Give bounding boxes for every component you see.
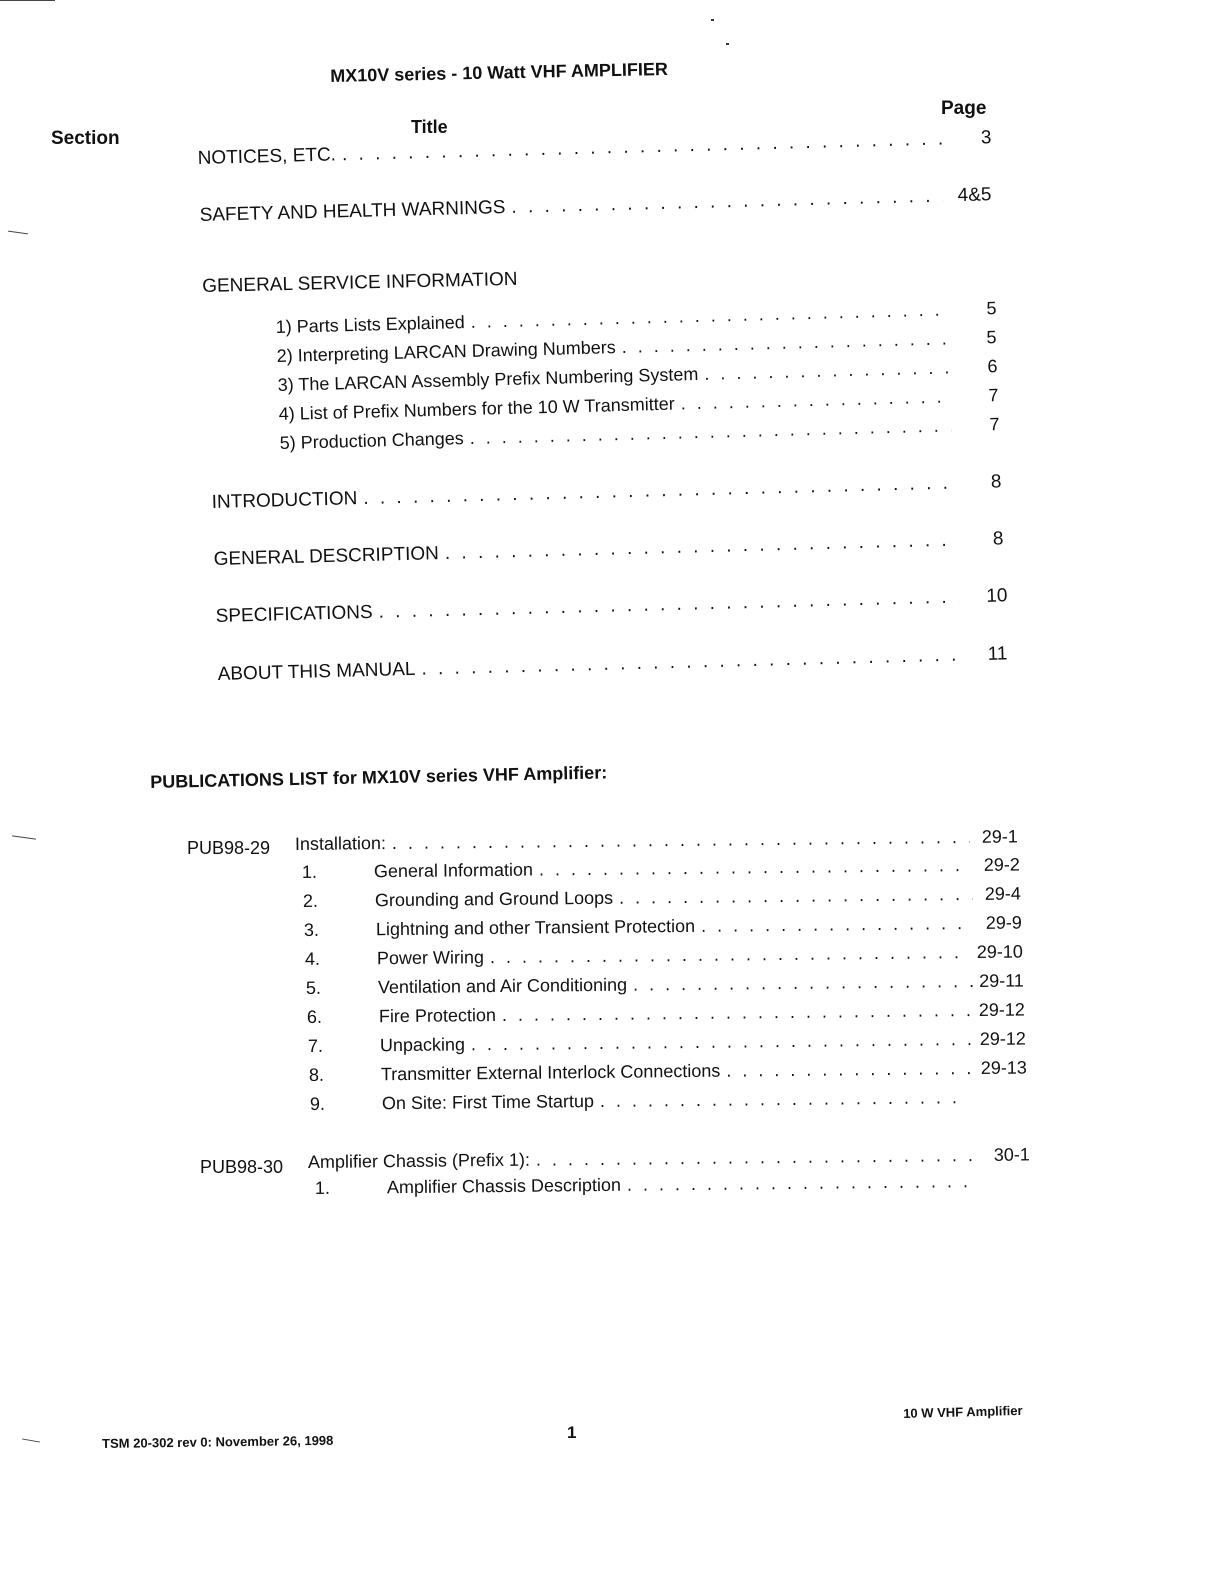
item-label: Unpacking [379, 1034, 466, 1056]
dot-leader [600, 1087, 962, 1112]
dot-leader [701, 913, 974, 937]
scan-mark-top-left [0, 0, 55, 1]
item-page: 29-12 [979, 1028, 1026, 1049]
toc-page: 3 [980, 127, 992, 149]
item-label: Power Wiring [376, 947, 485, 969]
item-page: 29-2 [983, 854, 1020, 875]
toc-label: SPECIFICATIONS [215, 601, 373, 628]
item-page: 29-13 [980, 1057, 1027, 1078]
publication-page: 29-1 [981, 826, 1018, 847]
dot-leader [621, 328, 948, 358]
toc-page: 8 [990, 471, 1002, 493]
toc-page: 6 [987, 356, 998, 377]
page-column-header: Page [941, 98, 987, 119]
dot-leader [470, 415, 952, 449]
dot-leader [511, 186, 944, 219]
publication-item [307, 999, 1025, 1028]
dot-leader [490, 942, 971, 968]
item-number: 7. [307, 1035, 324, 1056]
item-number: 4. [304, 948, 321, 970]
toc-entry [197, 127, 991, 170]
dot-leader [470, 299, 948, 333]
publication-item [302, 854, 1020, 883]
publication-item [315, 1171, 980, 1199]
scan-mark-left [12, 835, 36, 839]
toc-page: 7 [989, 414, 1000, 435]
toc-heading: GENERAL SERVICE INFORMATION [202, 268, 518, 297]
publication-code: PUB98-29 [187, 838, 271, 858]
toc-label: 1) Parts Lists Explained [275, 312, 466, 338]
item-label: General Information [373, 859, 534, 882]
toc-page: 5 [986, 327, 997, 348]
publication-item [310, 1087, 968, 1115]
dot-leader [378, 587, 959, 624]
toc-page: 5 [986, 298, 997, 319]
item-page: 29-4 [984, 883, 1021, 904]
scan-speck [726, 43, 729, 45]
dot-leader [392, 827, 970, 854]
item-number: 9. [309, 1093, 326, 1114]
scan-speck [711, 19, 714, 21]
toc-entry [215, 585, 1007, 628]
toc-label: ABOUT THIS MANUAL [217, 658, 416, 686]
item-page: 29-10 [976, 941, 1023, 962]
toc-entry [211, 471, 1001, 514]
footer-document-number: TSM 20-302 rev 0: November 26, 1998 [102, 1432, 334, 1451]
dot-leader [633, 971, 973, 996]
dot-leader [502, 1000, 973, 1026]
toc-label: 3) The LARCAN Assembly Prefix Numbering System [277, 363, 699, 396]
toc-label: 2) Interpreting LARCAN Drawing Numbers [276, 337, 616, 367]
item-number: 6. [306, 1006, 323, 1027]
toc-page: 4&5 [957, 184, 992, 207]
publications-heading: PUBLICATIONS LIST for MX10V series VHF Amplifier: [150, 762, 608, 792]
toc-page: 11 [987, 643, 1008, 665]
item-label: Lightning and other Transient Protection [375, 915, 696, 940]
publication-title: Installation: [294, 833, 387, 855]
item-label: Transmitter External Interlock Connections [380, 1060, 721, 1085]
dot-leader [363, 473, 954, 510]
publication-item [304, 912, 1022, 941]
toc-label: GENERAL DESCRIPTION [213, 543, 440, 571]
section-column-header: Section [51, 128, 120, 149]
item-number: 1. [314, 1177, 331, 1198]
title-column-header: Title [411, 117, 448, 137]
item-page: 29-9 [985, 912, 1022, 933]
item-number: 1. [301, 861, 318, 883]
toc-page: 10 [986, 585, 1008, 607]
dot-leader [704, 357, 950, 384]
document-title: MX10V series - 10 Watt VHF AMPLIFIER [330, 58, 669, 86]
scan-mark-left [8, 231, 28, 235]
toc-label: INTRODUCTION [211, 488, 358, 514]
toc-entry [213, 528, 1003, 571]
toc-label: SAFETY AND HEALTH WARNINGS [199, 197, 506, 227]
publication-code: PUB98-30 [200, 1157, 284, 1177]
publication-item [306, 970, 1024, 999]
publication-title-row [308, 1144, 1030, 1173]
toc-label: 5) Production Changes [279, 428, 465, 454]
item-number: 5. [305, 977, 322, 999]
dot-leader [445, 530, 956, 565]
item-label: Fire Protection [378, 1005, 497, 1027]
dot-leader [421, 645, 960, 681]
publication-item [309, 1057, 1027, 1086]
publication-item [308, 1028, 1026, 1057]
dot-leader [726, 1058, 975, 1082]
dot-leader [471, 1029, 974, 1055]
dot-leader [539, 855, 972, 881]
publication-title-row [295, 826, 1018, 855]
dot-leader [619, 884, 973, 909]
toc-entry [199, 184, 991, 227]
item-label: On Site: First Time Startup [381, 1091, 595, 1114]
dot-leader [627, 1171, 974, 1196]
item-page: 29-12 [978, 999, 1025, 1020]
scan-mark-left [22, 1438, 40, 1442]
footer-page-number: 1 [567, 1423, 577, 1442]
publication-title: Amplifier Chassis (Prefix 1): [307, 1149, 531, 1172]
dot-leader [680, 386, 950, 414]
toc-label: 4) List of Prefix Numbers for the 10 W Transmitter [278, 393, 675, 425]
publication-page: 30-1 [993, 1144, 1030, 1165]
toc-page: 7 [988, 385, 999, 406]
item-label: Grounding and Ground Loops [374, 887, 614, 911]
item-number: 8. [308, 1064, 325, 1085]
item-page: 29-11 [979, 970, 1024, 991]
dot-leader [536, 1145, 982, 1171]
item-number: 3. [303, 919, 320, 941]
item-label: Ventilation and Air Conditioning [377, 974, 628, 998]
footer-product-name: 10 W VHF Amplifier [903, 1402, 1023, 1421]
item-number: 2. [302, 890, 319, 912]
publication-item [305, 941, 1023, 970]
publication-item [303, 883, 1021, 912]
toc-page: 8 [992, 528, 1004, 550]
toc-label: NOTICES, ETC. [197, 144, 337, 170]
toc-entry [217, 643, 1007, 686]
item-label: Amplifier Chassis Description [386, 1174, 622, 1198]
